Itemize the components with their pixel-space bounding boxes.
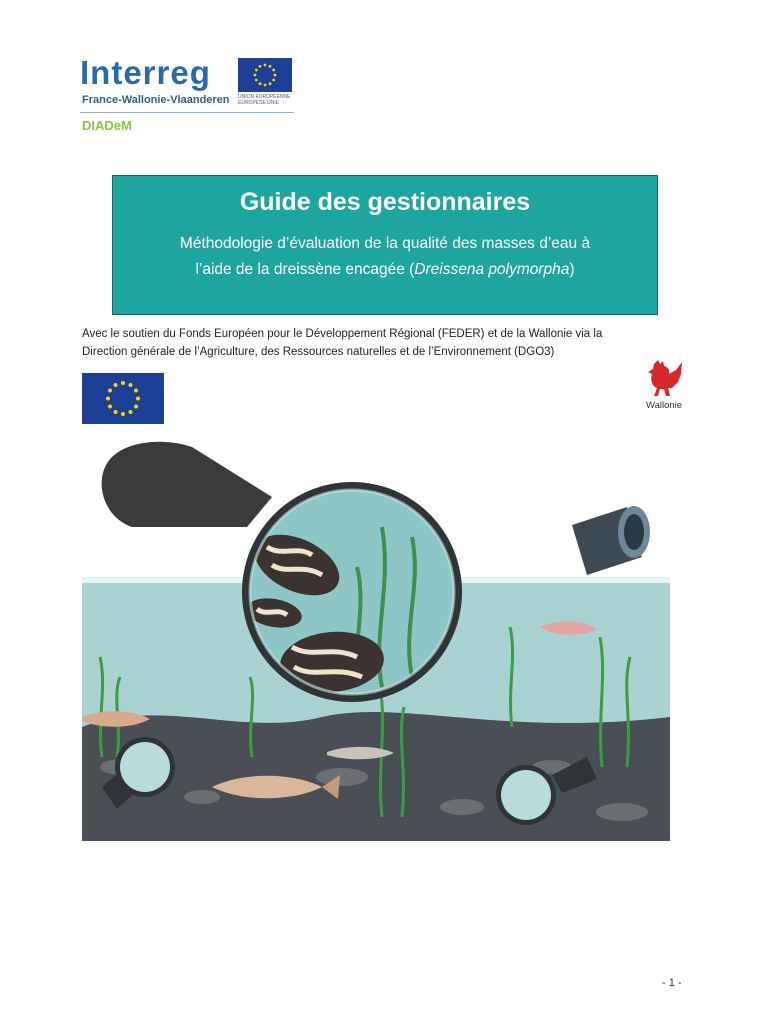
magnifier-handle	[102, 442, 272, 527]
eu-caption: UNION EUROPÉENNE EUROPESE UNIE	[238, 94, 291, 106]
eu-flag-icon	[238, 58, 292, 92]
funding-line-2: Direction générale de l’Agriculture, des Ressources naturelles et de l’Environnement (DGO3)	[82, 346, 555, 358]
subtitle-line-2-post: )	[569, 261, 575, 278]
page-number: - 1 -	[662, 977, 682, 989]
project-name: DIADeM	[82, 118, 132, 133]
cover-illustration	[82, 437, 670, 841]
document-title: Guide des gestionnaires	[239, 188, 531, 216]
document-subtitle	[113, 231, 657, 283]
funding-statement	[82, 325, 692, 361]
pipe-icon	[572, 506, 650, 575]
wallonie-logo	[636, 358, 692, 414]
logo-divider	[80, 112, 294, 113]
wallonie-label: Wallonie	[645, 400, 683, 411]
interreg-region: France-Wallonie-Vlaanderen	[82, 94, 230, 106]
interreg-logo	[80, 52, 298, 142]
eu-flag-icon	[82, 373, 164, 424]
wallonie-rooster-icon	[646, 358, 684, 398]
title-box	[112, 175, 658, 315]
subtitle-line-2-pre: l’aide de la dreissène encagée (	[195, 261, 415, 278]
funding-line-1: Avec le soutien du Fonds Européen pour le Développement Régional (FEDER) et de la Wallonie via la	[82, 328, 603, 340]
magnifier-icon	[242, 482, 462, 702]
subtitle-line-1: Méthodologie d’évaluation de la qualité des masses d’eau à	[179, 235, 591, 252]
interreg-wordmark: Interreg	[80, 54, 211, 91]
species-name: Dreissena polymorpha	[414, 261, 570, 278]
